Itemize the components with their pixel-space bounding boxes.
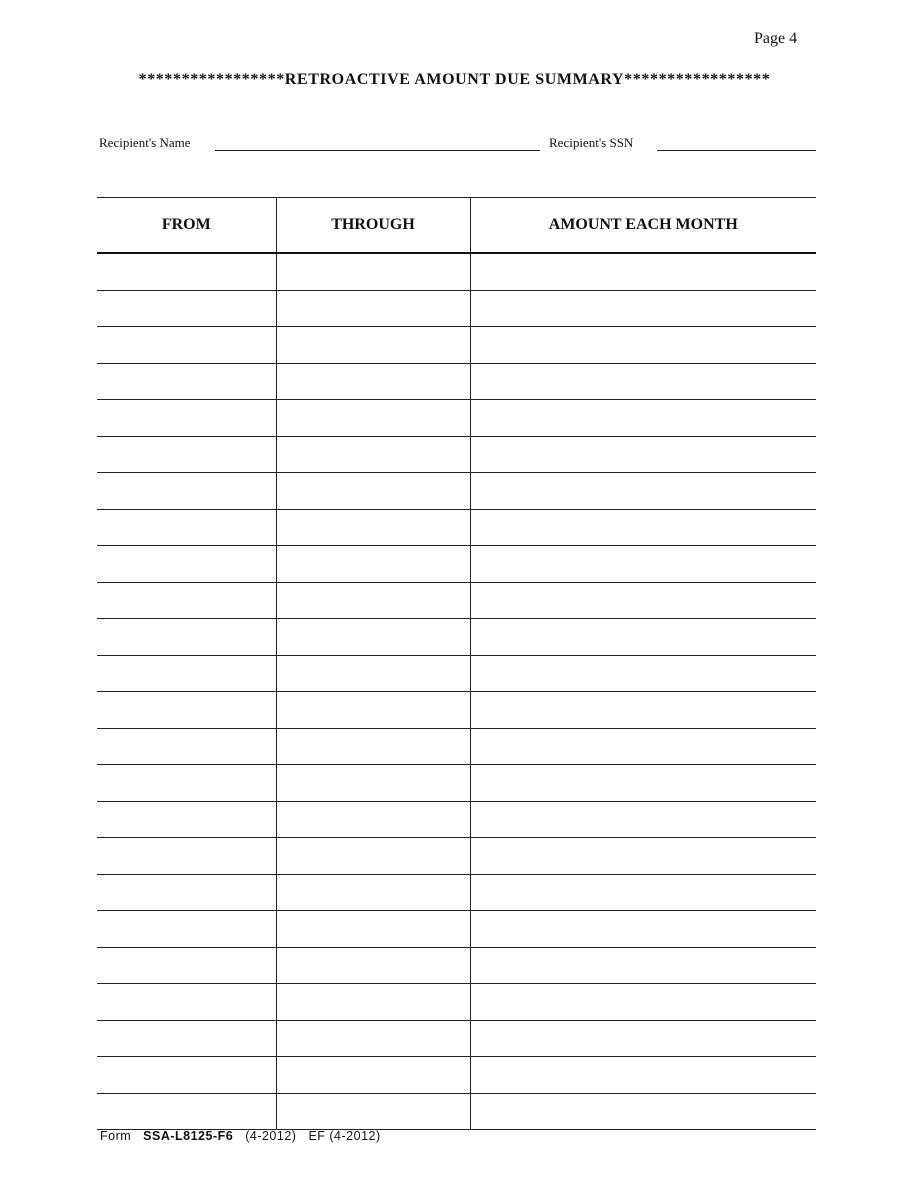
through-cell[interactable] bbox=[276, 1020, 470, 1057]
through-cell[interactable] bbox=[276, 984, 470, 1021]
table-row bbox=[97, 619, 816, 656]
table-row bbox=[97, 728, 816, 765]
amount-cell[interactable] bbox=[470, 692, 816, 729]
from-cell[interactable] bbox=[97, 984, 276, 1021]
recipient-name-label: Recipient's Name bbox=[99, 135, 191, 150]
from-cell[interactable] bbox=[97, 838, 276, 875]
column-header-through: THROUGH bbox=[276, 198, 470, 254]
recipient-info-row bbox=[99, 134, 816, 154]
recipient-ssn-label: Recipient's SSN bbox=[549, 135, 634, 150]
amount-cell[interactable] bbox=[470, 436, 816, 473]
amount-cell[interactable] bbox=[470, 838, 816, 875]
table-row bbox=[97, 1057, 816, 1094]
amount-cell[interactable] bbox=[470, 1093, 816, 1130]
amount-cell[interactable] bbox=[470, 984, 816, 1021]
table-row bbox=[97, 874, 816, 911]
amount-cell[interactable] bbox=[470, 619, 816, 656]
table-row bbox=[97, 546, 816, 583]
table-row bbox=[97, 1093, 816, 1130]
table-row bbox=[97, 911, 816, 948]
through-cell[interactable] bbox=[276, 911, 470, 948]
table-row bbox=[97, 436, 816, 473]
from-cell[interactable] bbox=[97, 655, 276, 692]
through-cell[interactable] bbox=[276, 546, 470, 583]
amount-cell[interactable] bbox=[470, 874, 816, 911]
amount-cell[interactable] bbox=[470, 400, 816, 437]
through-cell[interactable] bbox=[276, 728, 470, 765]
table-row bbox=[97, 582, 816, 619]
from-cell[interactable] bbox=[97, 874, 276, 911]
ef-date: EF (4-2012) bbox=[308, 1129, 381, 1143]
from-cell[interactable] bbox=[97, 801, 276, 838]
table-row bbox=[97, 253, 816, 290]
from-cell[interactable] bbox=[97, 619, 276, 656]
through-cell[interactable] bbox=[276, 619, 470, 656]
amount-cell[interactable] bbox=[470, 911, 816, 948]
from-cell[interactable] bbox=[97, 1057, 276, 1094]
through-cell[interactable] bbox=[276, 838, 470, 875]
through-cell[interactable] bbox=[276, 509, 470, 546]
table-row bbox=[97, 655, 816, 692]
amount-cell[interactable] bbox=[470, 582, 816, 619]
from-cell[interactable] bbox=[97, 546, 276, 583]
through-cell[interactable] bbox=[276, 290, 470, 327]
through-cell[interactable] bbox=[276, 801, 470, 838]
from-cell[interactable] bbox=[97, 1093, 276, 1130]
through-cell[interactable] bbox=[276, 253, 470, 290]
through-cell[interactable] bbox=[276, 874, 470, 911]
from-cell[interactable] bbox=[97, 509, 276, 546]
form-date: (4-2012) bbox=[245, 1129, 297, 1143]
through-cell[interactable] bbox=[276, 436, 470, 473]
amount-cell[interactable] bbox=[470, 765, 816, 802]
column-header-from: FROM bbox=[97, 198, 276, 254]
recipient-ssn-field[interactable] bbox=[657, 150, 816, 151]
amount-cell[interactable] bbox=[470, 290, 816, 327]
amount-cell[interactable] bbox=[470, 253, 816, 290]
table-row bbox=[97, 509, 816, 546]
from-cell[interactable] bbox=[97, 582, 276, 619]
table-row bbox=[97, 765, 816, 802]
from-cell[interactable] bbox=[97, 400, 276, 437]
from-cell[interactable] bbox=[97, 728, 276, 765]
amount-cell[interactable] bbox=[470, 655, 816, 692]
through-cell[interactable] bbox=[276, 582, 470, 619]
table-row bbox=[97, 692, 816, 729]
form-number: SSA-L8125-F6 bbox=[143, 1129, 234, 1143]
amount-cell[interactable] bbox=[470, 363, 816, 400]
from-cell[interactable] bbox=[97, 765, 276, 802]
from-cell[interactable] bbox=[97, 253, 276, 290]
table-row bbox=[97, 290, 816, 327]
amount-cell[interactable] bbox=[470, 327, 816, 364]
column-header-amount-each-month: AMOUNT EACH MONTH bbox=[470, 198, 816, 254]
from-cell[interactable] bbox=[97, 473, 276, 510]
through-cell[interactable] bbox=[276, 655, 470, 692]
through-cell[interactable] bbox=[276, 363, 470, 400]
form-footer bbox=[100, 1129, 389, 1143]
through-cell[interactable] bbox=[276, 400, 470, 437]
table-row bbox=[97, 327, 816, 364]
from-cell[interactable] bbox=[97, 692, 276, 729]
amount-cell[interactable] bbox=[470, 1020, 816, 1057]
from-cell[interactable] bbox=[97, 947, 276, 984]
amount-cell[interactable] bbox=[470, 546, 816, 583]
table-row bbox=[97, 473, 816, 510]
through-cell[interactable] bbox=[276, 1057, 470, 1094]
amount-cell[interactable] bbox=[470, 509, 816, 546]
retroactive-amount-table bbox=[97, 197, 816, 1130]
table-row bbox=[97, 947, 816, 984]
table-row bbox=[97, 984, 816, 1021]
table-row bbox=[97, 363, 816, 400]
through-cell[interactable] bbox=[276, 327, 470, 364]
table-row bbox=[97, 400, 816, 437]
amount-cell[interactable] bbox=[470, 947, 816, 984]
page-number: Page 4 bbox=[754, 30, 798, 47]
amount-cell[interactable] bbox=[470, 801, 816, 838]
through-cell[interactable] bbox=[276, 473, 470, 510]
recipient-name-field[interactable] bbox=[215, 150, 540, 151]
through-cell[interactable] bbox=[276, 692, 470, 729]
table-body bbox=[97, 253, 816, 1130]
amount-cell[interactable] bbox=[470, 728, 816, 765]
form-word: Form bbox=[100, 1129, 132, 1143]
from-cell[interactable] bbox=[97, 436, 276, 473]
through-cell[interactable] bbox=[276, 1093, 470, 1130]
through-cell[interactable] bbox=[276, 765, 470, 802]
table-row bbox=[97, 838, 816, 875]
from-cell[interactable] bbox=[97, 1020, 276, 1057]
from-cell[interactable] bbox=[97, 327, 276, 364]
from-cell[interactable] bbox=[97, 911, 276, 948]
table-row bbox=[97, 1020, 816, 1057]
from-cell[interactable] bbox=[97, 363, 276, 400]
table-header-row bbox=[97, 198, 816, 254]
table-row bbox=[97, 801, 816, 838]
through-cell[interactable] bbox=[276, 947, 470, 984]
amount-cell[interactable] bbox=[470, 1057, 816, 1094]
amount-cell[interactable] bbox=[470, 473, 816, 510]
page-title: *****************RETROACTIVE AMOUNT DUE SUMMARY***************** bbox=[138, 71, 771, 88]
from-cell[interactable] bbox=[97, 290, 276, 327]
